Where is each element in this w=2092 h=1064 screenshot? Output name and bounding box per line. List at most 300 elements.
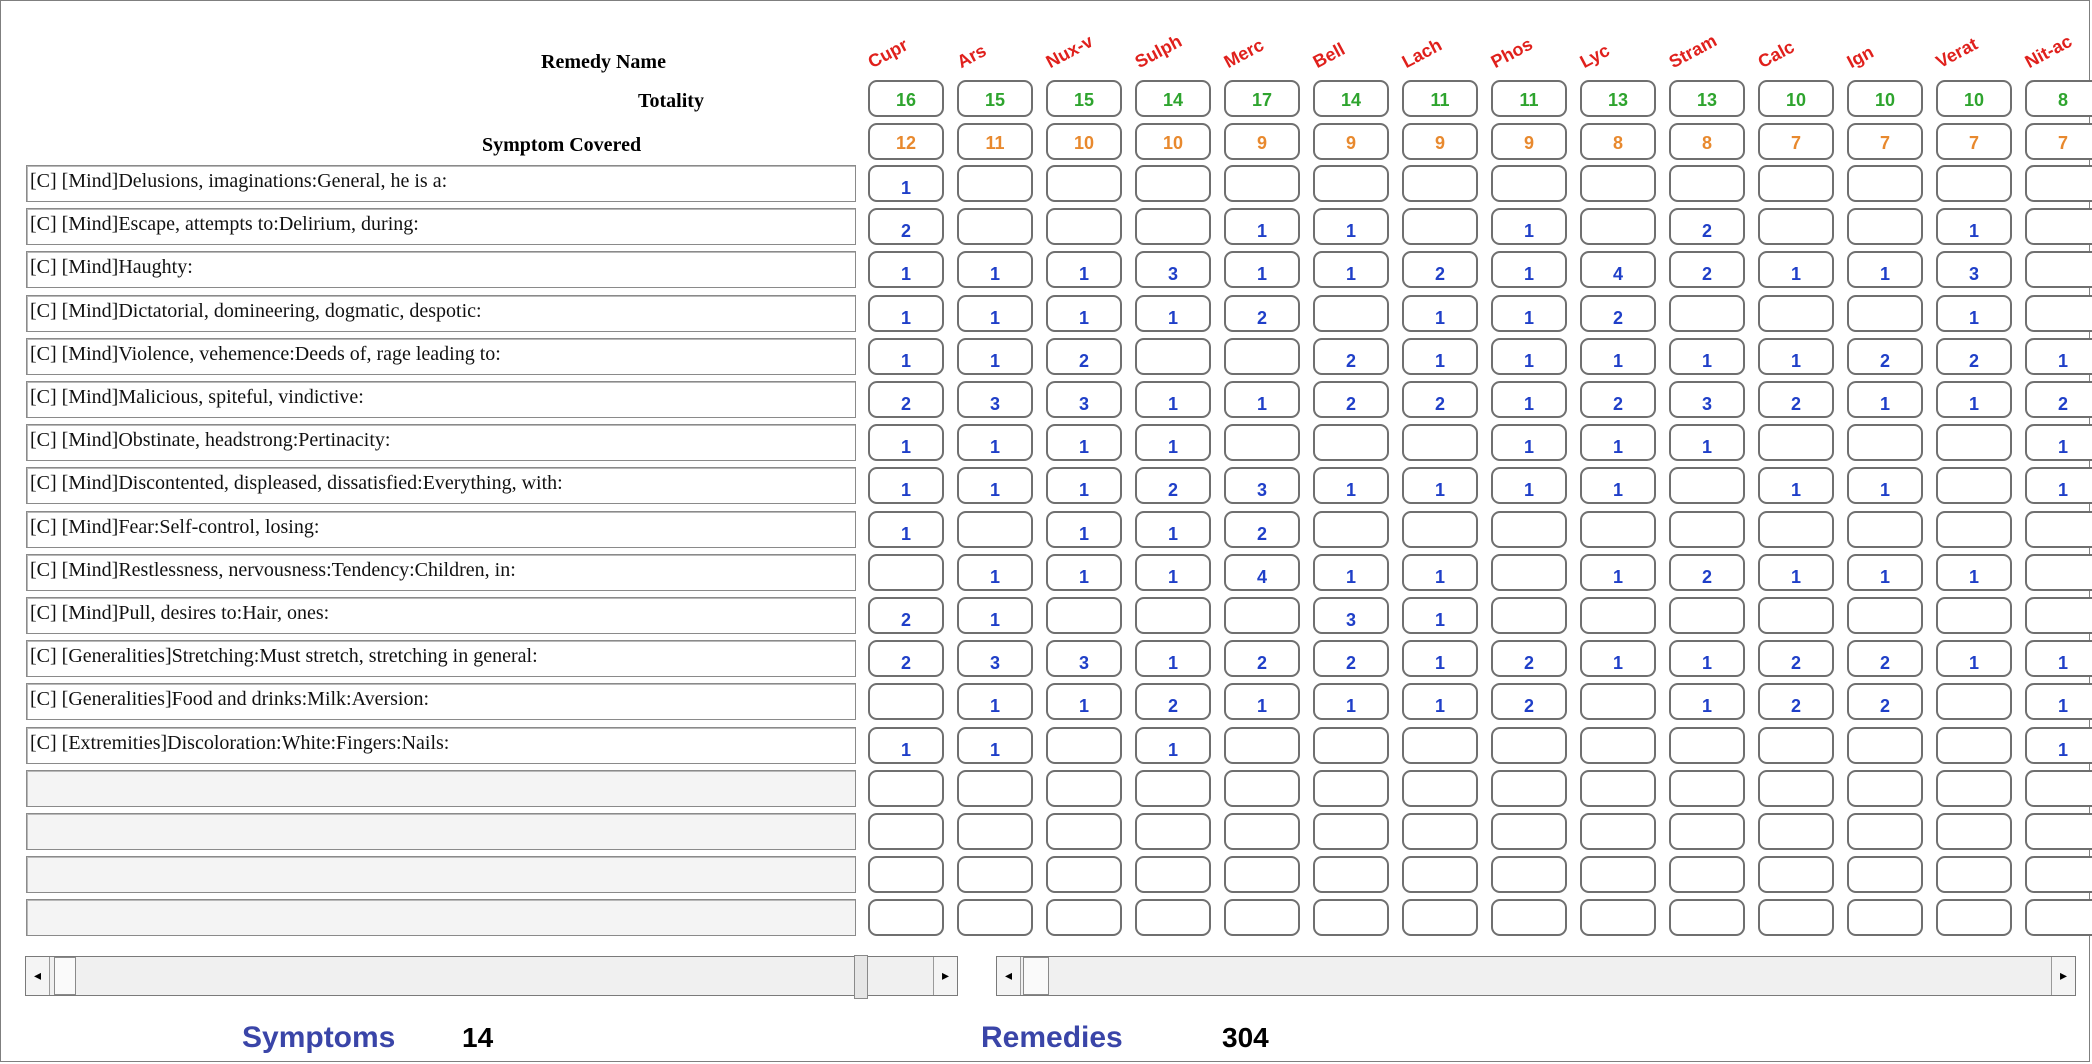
grade-cell[interactable] <box>1758 899 1834 936</box>
symptom-row[interactable]: [C] [Generalities]Stretching:Must stretch, stretching in general: <box>26 640 856 677</box>
grade-cell[interactable]: 1 <box>1224 208 1300 245</box>
symptom-hscrollbar[interactable] <box>25 956 958 996</box>
grade-cell[interactable] <box>1046 165 1122 202</box>
symptom-covered-cell: 12 <box>868 123 944 160</box>
grade-cell[interactable] <box>1135 597 1211 634</box>
grade-cell[interactable] <box>1313 165 1389 202</box>
symptom-row[interactable]: [C] [Mind]Haughty: <box>26 251 856 288</box>
grade-cell[interactable] <box>868 856 944 893</box>
grade-cell[interactable] <box>1135 208 1211 245</box>
grade-cell[interactable] <box>1491 727 1567 764</box>
grade-cell[interactable] <box>2025 813 2092 850</box>
grade-cell[interactable]: 1 <box>1046 251 1122 288</box>
grade-cell[interactable]: 1 <box>2025 727 2092 764</box>
grade-cell[interactable] <box>1224 165 1300 202</box>
grade-cell[interactable]: 1 <box>957 338 1033 375</box>
grade-cell[interactable]: 1 <box>1491 424 1567 461</box>
symptom-covered-cell: 8 <box>1669 123 1745 160</box>
grade-cell[interactable]: 2 <box>868 381 944 418</box>
grade-cell[interactable]: 2 <box>1046 338 1122 375</box>
grade-cell[interactable]: 1 <box>1847 251 1923 288</box>
grade-cell[interactable] <box>1224 856 1300 893</box>
grade-cell[interactable]: 1 <box>1402 554 1478 591</box>
grade-cell[interactable] <box>868 683 944 720</box>
grade-cell[interactable] <box>1046 770 1122 807</box>
grade-cell[interactable]: 1 <box>1580 467 1656 504</box>
grade-cell[interactable]: 2 <box>868 597 944 634</box>
grade-cell[interactable]: 1 <box>1669 683 1745 720</box>
grade-cell[interactable] <box>2025 208 2092 245</box>
grade-cell[interactable]: 2 <box>1580 295 1656 332</box>
remedy-name[interactable]: Lach <box>1398 34 1446 72</box>
grade-cell[interactable] <box>1224 424 1300 461</box>
grade-cell[interactable]: 2 <box>2025 381 2092 418</box>
grade-cell[interactable]: 1 <box>1669 338 1745 375</box>
grade-cell[interactable]: 1 <box>1313 683 1389 720</box>
grade-cell[interactable]: 2 <box>1135 467 1211 504</box>
grade-cell[interactable] <box>1580 899 1656 936</box>
grade-cell[interactable]: 1 <box>2025 640 2092 677</box>
symptom-row[interactable] <box>26 813 856 850</box>
grade-cell[interactable] <box>1135 165 1211 202</box>
symptom-row[interactable]: [C] [Mind]Discontented, displeased, dissatisfied:Everything, with: <box>26 467 856 504</box>
grade-cell[interactable] <box>1669 899 1745 936</box>
grade-cell[interactable] <box>1046 813 1122 850</box>
grade-cell[interactable] <box>1847 856 1923 893</box>
grade-cell[interactable] <box>1046 856 1122 893</box>
grade-cell[interactable]: 4 <box>1580 251 1656 288</box>
grade-cell[interactable] <box>1669 165 1745 202</box>
grade-cell[interactable]: 1 <box>1491 208 1567 245</box>
grade-cell[interactable]: 1 <box>1224 381 1300 418</box>
grade-cell[interactable] <box>1046 208 1122 245</box>
grade-cell[interactable]: 1 <box>868 251 944 288</box>
grade-cell[interactable] <box>1936 683 2012 720</box>
grade-cell[interactable]: 1 <box>1046 554 1122 591</box>
grade-cell[interactable] <box>1491 511 1567 548</box>
grade-cell[interactable]: 1 <box>1313 208 1389 245</box>
remedies-label: Remedies <box>981 1021 1123 1054</box>
grade-cell[interactable] <box>1402 727 1478 764</box>
grade-cell[interactable]: 1 <box>1936 640 2012 677</box>
grade-cell[interactable] <box>1847 424 1923 461</box>
grade-cell[interactable]: 3 <box>1313 597 1389 634</box>
grade-cell[interactable] <box>1847 770 1923 807</box>
grade-cell[interactable] <box>2025 511 2092 548</box>
grade-cell[interactable] <box>1580 511 1656 548</box>
grade-cell[interactable]: 1 <box>868 727 944 764</box>
grade-cell[interactable] <box>957 813 1033 850</box>
grade-cell[interactable] <box>2025 770 2092 807</box>
grade-cell[interactable] <box>1580 856 1656 893</box>
grade-cell[interactable]: 1 <box>868 467 944 504</box>
grade-cell[interactable] <box>2025 295 2092 332</box>
grade-cell[interactable]: 2 <box>1847 683 1923 720</box>
grade-cell[interactable] <box>1491 856 1567 893</box>
grade-cell[interactable] <box>1135 338 1211 375</box>
remedy-name[interactable]: Verat <box>1932 33 1981 72</box>
grade-cell[interactable] <box>1758 208 1834 245</box>
grade-cell[interactable]: 1 <box>1135 640 1211 677</box>
remedy-name[interactable]: Lyc <box>1576 40 1613 72</box>
grade-cell[interactable]: 1 <box>1135 511 1211 548</box>
grade-cell[interactable]: 4 <box>1224 554 1300 591</box>
grade-cell[interactable]: 1 <box>1491 251 1567 288</box>
symptom-row[interactable]: [C] [Mind]Escape, attempts to:Delirium, during: <box>26 208 856 245</box>
grade-cell[interactable] <box>1224 338 1300 375</box>
symptom-row[interactable]: [C] [Extremities]Discoloration:White:Fingers:Nails: <box>26 727 856 764</box>
grade-cell[interactable] <box>868 554 944 591</box>
grade-cell[interactable]: 1 <box>1046 424 1122 461</box>
grade-cell[interactable] <box>1847 597 1923 634</box>
scroll-left-icon[interactable]: ◂ <box>26 957 50 995</box>
grade-cell[interactable] <box>1758 597 1834 634</box>
grade-cell[interactable] <box>2025 899 2092 936</box>
grade-cell[interactable]: 1 <box>868 295 944 332</box>
grade-cell[interactable] <box>1491 770 1567 807</box>
grade-cell[interactable]: 2 <box>1580 381 1656 418</box>
grade-cell[interactable]: 1 <box>1936 208 2012 245</box>
grade-cell[interactable]: 2 <box>1758 381 1834 418</box>
symptom-row[interactable]: [C] [Mind]Violence, vehemence:Deeds of, rage leading to: <box>26 338 856 375</box>
grade-cell[interactable] <box>2025 554 2092 591</box>
grade-cell[interactable]: 2 <box>1847 338 1923 375</box>
grade-cell[interactable] <box>1936 813 2012 850</box>
grade-cell[interactable] <box>1046 899 1122 936</box>
grade-cell[interactable]: 1 <box>1758 251 1834 288</box>
grade-cell[interactable]: 1 <box>868 338 944 375</box>
grade-cell[interactable]: 1 <box>1135 424 1211 461</box>
grade-cell[interactable]: 1 <box>2025 338 2092 375</box>
grade-cell[interactable] <box>1936 165 2012 202</box>
grade-cell[interactable]: 1 <box>1580 338 1656 375</box>
grade-cell[interactable]: 1 <box>1224 251 1300 288</box>
grade-cell[interactable] <box>957 856 1033 893</box>
remedy-name[interactable]: Cupr <box>864 34 912 72</box>
grade-cell[interactable]: 1 <box>2025 683 2092 720</box>
grade-cell[interactable] <box>1847 208 1923 245</box>
grade-cell[interactable]: 1 <box>2025 467 2092 504</box>
grade-cell[interactable]: 1 <box>1046 467 1122 504</box>
totality-cell: 11 <box>1402 80 1478 117</box>
grade-cell[interactable] <box>1313 899 1389 936</box>
grade-cell[interactable]: 1 <box>1936 554 2012 591</box>
symptom-row[interactable] <box>26 856 856 893</box>
grade-cell[interactable]: 1 <box>868 511 944 548</box>
grade-cell[interactable]: 1 <box>1402 467 1478 504</box>
grade-cell[interactable] <box>1491 165 1567 202</box>
grade-cell[interactable]: 2 <box>1402 381 1478 418</box>
grade-cell[interactable]: 1 <box>1580 640 1656 677</box>
grade-cell[interactable] <box>1758 165 1834 202</box>
remedy-name[interactable]: Nux-v <box>1042 30 1097 72</box>
grade-cell[interactable]: 2 <box>1936 338 2012 375</box>
grade-cell[interactable] <box>1669 856 1745 893</box>
grade-cell[interactable]: 1 <box>1491 295 1567 332</box>
grade-cell[interactable] <box>1758 856 1834 893</box>
grade-cell[interactable]: 2 <box>1313 381 1389 418</box>
grade-cell[interactable]: 2 <box>1224 295 1300 332</box>
grade-cell[interactable]: 1 <box>1669 640 1745 677</box>
grade-cell[interactable] <box>1758 511 1834 548</box>
grade-cell[interactable] <box>1313 856 1389 893</box>
grade-cell[interactable]: 2 <box>1758 640 1834 677</box>
grade-cell[interactable]: 1 <box>1847 467 1923 504</box>
grade-cell[interactable]: 3 <box>957 381 1033 418</box>
grade-cell[interactable]: 2 <box>868 208 944 245</box>
grade-cell[interactable] <box>1580 770 1656 807</box>
grade-cell[interactable] <box>1402 208 1478 245</box>
symptom-row[interactable] <box>26 770 856 807</box>
scroll-right-icon[interactable]: ▸ <box>933 957 957 995</box>
grade-cell[interactable] <box>1936 424 2012 461</box>
totality-cell: 15 <box>1046 80 1122 117</box>
grade-cell[interactable] <box>957 208 1033 245</box>
grade-cell[interactable] <box>1936 511 2012 548</box>
grade-cell[interactable] <box>1580 813 1656 850</box>
grade-cell[interactable] <box>1491 554 1567 591</box>
grade-cell[interactable]: 3 <box>1046 381 1122 418</box>
remedy-name[interactable]: Sulph <box>1131 30 1186 72</box>
grade-cell[interactable] <box>957 899 1033 936</box>
grade-cell[interactable]: 1 <box>1135 295 1211 332</box>
grade-cell[interactable]: 3 <box>1224 467 1300 504</box>
grade-cell[interactable]: 2 <box>1135 683 1211 720</box>
grade-cell[interactable] <box>957 511 1033 548</box>
grade-cell[interactable] <box>1402 899 1478 936</box>
grade-cell[interactable]: 1 <box>1491 381 1567 418</box>
symptom-row[interactable]: [C] [Generalities]Food and drinks:Milk:Aversion: <box>26 683 856 720</box>
grade-cell[interactable]: 1 <box>1491 467 1567 504</box>
grade-cell[interactable] <box>1402 813 1478 850</box>
grade-cell[interactable] <box>1936 467 2012 504</box>
grade-cell[interactable] <box>1491 899 1567 936</box>
remedy-name[interactable]: Ars <box>953 40 990 72</box>
grade-cell[interactable] <box>1313 424 1389 461</box>
grade-cell[interactable]: 1 <box>1758 554 1834 591</box>
remedy-name[interactable]: Bell <box>1309 38 1349 72</box>
grade-cell[interactable] <box>2025 597 2092 634</box>
grade-cell[interactable]: 2 <box>1847 640 1923 677</box>
grade-cell[interactable]: 1 <box>1580 424 1656 461</box>
grade-cell[interactable] <box>868 899 944 936</box>
grade-cell[interactable] <box>1402 424 1478 461</box>
grade-cell[interactable] <box>1669 770 1745 807</box>
grade-cell[interactable]: 1 <box>1313 467 1389 504</box>
grade-cell[interactable] <box>1669 813 1745 850</box>
grade-cell[interactable] <box>868 770 944 807</box>
grade-cell[interactable] <box>1135 856 1211 893</box>
symptom-row[interactable]: [C] [Mind]Dictatorial, domineering, dogmatic, despotic: <box>26 295 856 332</box>
grade-cell[interactable]: 3 <box>1135 251 1211 288</box>
grade-cell[interactable]: 1 <box>1491 338 1567 375</box>
grade-cell[interactable] <box>1135 899 1211 936</box>
grade-cell[interactable] <box>1313 770 1389 807</box>
grade-cell[interactable]: 2 <box>1313 338 1389 375</box>
grade-cell[interactable]: 3 <box>1936 251 2012 288</box>
grade-cell[interactable] <box>1224 899 1300 936</box>
grade-cell[interactable] <box>1847 295 1923 332</box>
grade-cell[interactable] <box>1847 727 1923 764</box>
scroll-left-icon[interactable]: ◂ <box>997 957 1021 995</box>
grade-cell[interactable]: 2 <box>1224 511 1300 548</box>
grade-cell[interactable]: 1 <box>1847 381 1923 418</box>
grade-cell[interactable] <box>1847 813 1923 850</box>
grade-cell[interactable]: 1 <box>957 424 1033 461</box>
remedy-hscrollbar[interactable] <box>996 956 2076 996</box>
grade-cell[interactable] <box>1491 597 1567 634</box>
grade-cell[interactable]: 1 <box>957 554 1033 591</box>
grade-cell[interactable]: 1 <box>1580 554 1656 591</box>
grade-cell[interactable] <box>1402 770 1478 807</box>
grade-cell[interactable] <box>1936 597 2012 634</box>
grade-cell[interactable] <box>1847 511 1923 548</box>
grade-cell[interactable]: 1 <box>2025 424 2092 461</box>
grade-cell[interactable] <box>1580 597 1656 634</box>
grade-cell[interactable]: 1 <box>1402 640 1478 677</box>
grade-cell[interactable]: 1 <box>1135 554 1211 591</box>
grade-cell[interactable]: 1 <box>1135 381 1211 418</box>
symptom-row[interactable]: [C] [Mind]Restlessness, nervousness:Tendency:Children, in: <box>26 554 856 591</box>
grade-cell[interactable]: 1 <box>1936 295 2012 332</box>
grade-cell[interactable]: 2 <box>1669 251 1745 288</box>
grade-cell[interactable]: 1 <box>1046 511 1122 548</box>
grade-cell[interactable] <box>1580 208 1656 245</box>
remedy-name[interactable]: Calc <box>1754 36 1798 72</box>
remedy-name[interactable]: Nit-ac <box>2021 30 2076 72</box>
grade-cell[interactable]: 1 <box>1046 295 1122 332</box>
grade-cell[interactable]: 1 <box>957 251 1033 288</box>
grade-cell[interactable] <box>1669 727 1745 764</box>
grade-cell[interactable] <box>1224 597 1300 634</box>
grade-cell[interactable]: 1 <box>1402 338 1478 375</box>
grade-cell[interactable] <box>1491 813 1567 850</box>
grade-cell[interactable] <box>1580 683 1656 720</box>
grade-cell[interactable] <box>957 165 1033 202</box>
grade-cell[interactable]: 1 <box>868 165 944 202</box>
grade-cell[interactable] <box>868 813 944 850</box>
symptom-row[interactable]: [C] [Mind]Obstinate, headstrong:Pertinacity: <box>26 424 856 461</box>
grade-cell[interactable] <box>1669 295 1745 332</box>
grade-cell[interactable] <box>957 770 1033 807</box>
grade-cell[interactable] <box>1847 165 1923 202</box>
grade-cell[interactable] <box>1313 813 1389 850</box>
grade-cell[interactable]: 1 <box>1313 554 1389 591</box>
grade-cell[interactable] <box>1135 770 1211 807</box>
grade-cell[interactable] <box>1936 727 2012 764</box>
grade-cell[interactable] <box>1313 511 1389 548</box>
grade-cell[interactable]: 1 <box>1402 597 1478 634</box>
grade-cell[interactable] <box>1669 467 1745 504</box>
grade-cell[interactable] <box>1313 295 1389 332</box>
grade-cell[interactable] <box>1758 727 1834 764</box>
symptom-row[interactable] <box>26 899 856 936</box>
grade-cell[interactable] <box>1936 856 2012 893</box>
remedy-name-header: Remedy Name <box>541 51 666 73</box>
grade-cell[interactable] <box>1046 597 1122 634</box>
grade-cell[interactable]: 1 <box>1669 424 1745 461</box>
grade-cell[interactable]: 3 <box>1046 640 1122 677</box>
grade-cell[interactable] <box>1402 856 1478 893</box>
scroll-thumb[interactable] <box>54 957 76 995</box>
grade-cell[interactable] <box>2025 165 2092 202</box>
grade-cell[interactable]: 2 <box>1491 683 1567 720</box>
remedy-name[interactable]: Phos <box>1487 33 1536 72</box>
grade-cell[interactable] <box>1224 813 1300 850</box>
grade-cell[interactable] <box>1313 727 1389 764</box>
scroll-thumb[interactable] <box>1023 957 1049 995</box>
grade-cell[interactable] <box>1669 511 1745 548</box>
remedy-name[interactable]: Merc <box>1220 34 1268 72</box>
grade-cell[interactable]: 1 <box>1758 338 1834 375</box>
grade-cell[interactable]: 2 <box>868 640 944 677</box>
remedy-name[interactable]: Ign <box>1843 41 1877 72</box>
grade-cell[interactable]: 2 <box>1669 208 1745 245</box>
grade-cell[interactable] <box>1758 424 1834 461</box>
symptom-row[interactable]: [C] [Mind]Malicious, spiteful, vindictive: <box>26 381 856 418</box>
grade-cell[interactable] <box>2025 856 2092 893</box>
grade-cell[interactable] <box>1046 727 1122 764</box>
grade-cell[interactable] <box>1936 899 2012 936</box>
grade-cell[interactable]: 1 <box>1046 683 1122 720</box>
grade-cell[interactable]: 1 <box>1313 251 1389 288</box>
symptom-row[interactable]: [C] [Mind]Delusions, imaginations:General, he is a: <box>26 165 856 202</box>
grade-cell[interactable] <box>1224 727 1300 764</box>
grade-cell[interactable] <box>1135 813 1211 850</box>
grade-cell[interactable]: 2 <box>1669 554 1745 591</box>
grade-cell[interactable] <box>1936 770 2012 807</box>
symptom-row[interactable]: [C] [Mind]Pull, desires to:Hair, ones: <box>26 597 856 634</box>
grade-cell[interactable] <box>1847 899 1923 936</box>
scroll-thumb-end[interactable] <box>854 955 868 999</box>
grade-cell[interactable]: 2 <box>1313 640 1389 677</box>
grade-cell[interactable]: 1 <box>1758 467 1834 504</box>
grade-cell[interactable] <box>1580 165 1656 202</box>
grade-cell[interactable]: 1 <box>1847 554 1923 591</box>
grade-cell[interactable] <box>1758 770 1834 807</box>
grade-cell[interactable]: 1 <box>868 424 944 461</box>
symptoms-label: Symptoms <box>242 1021 396 1054</box>
grade-cell[interactable]: 2 <box>1491 640 1567 677</box>
grade-cell[interactable]: 1 <box>957 597 1033 634</box>
grade-cell[interactable]: 1 <box>1224 683 1300 720</box>
grade-cell[interactable]: 1 <box>1936 381 2012 418</box>
grade-cell[interactable] <box>1669 597 1745 634</box>
scroll-right-icon[interactable]: ▸ <box>2051 957 2075 995</box>
grade-cell[interactable]: 2 <box>1224 640 1300 677</box>
grade-cell[interactable]: 1 <box>1402 295 1478 332</box>
grade-cell[interactable] <box>1402 165 1478 202</box>
grade-cell[interactable]: 2 <box>1402 251 1478 288</box>
grade-cell[interactable]: 1 <box>957 727 1033 764</box>
grade-cell[interactable]: 2 <box>1758 683 1834 720</box>
grade-cell[interactable]: 1 <box>957 295 1033 332</box>
grade-cell[interactable]: 3 <box>1669 381 1745 418</box>
grade-cell[interactable]: 3 <box>957 640 1033 677</box>
grade-cell[interactable]: 1 <box>957 683 1033 720</box>
grade-cell[interactable] <box>2025 251 2092 288</box>
grade-cell[interactable] <box>1758 813 1834 850</box>
grade-cell[interactable] <box>1224 770 1300 807</box>
grade-cell[interactable]: 1 <box>1135 727 1211 764</box>
grade-cell[interactable] <box>1402 511 1478 548</box>
grade-cell[interactable]: 1 <box>1402 683 1478 720</box>
grade-cell[interactable] <box>1580 727 1656 764</box>
grade-cell[interactable] <box>1758 295 1834 332</box>
grade-cell[interactable]: 1 <box>957 467 1033 504</box>
symptom-row[interactable]: [C] [Mind]Fear:Self-control, losing: <box>26 511 856 548</box>
remedy-name[interactable]: Stram <box>1665 30 1721 72</box>
